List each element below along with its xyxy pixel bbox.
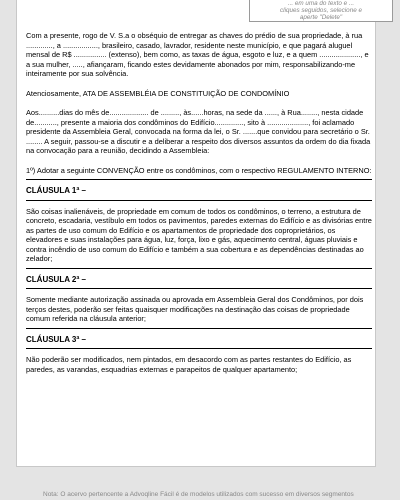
item-1: 1º) Adotar a seguinte CONVENÇÃO entre os condôminos, com o respectivo REGULAMENTO INTERNO: [26, 165, 372, 175]
document-body [26, 31, 372, 374]
divider [26, 348, 372, 349]
footer-note: Nota: O acervo pertencente a Advoqline Fácil é de modelos utilizados com sucesso em diversos segmentos [43, 491, 354, 498]
clause-1-text: São coisas inalienáveis, de propriedade em comum de todos os condôminos, o terreno, a estrutura de concreto, escadaria, vestíbulo em todos os pavimentos, paredes externas do Edifício e as divisórias entre as partes de uso comum do Edifício e os apartamentos de propriedade dos coproprietários, os elevadores e suas instalações para água, luz, força, lixo e gás, aquecimento central, águas pluviais e contra incêndio de uso comum do Edifício e também a sua cobertura e as dependências destinadas ao zelador; [26, 206, 372, 263]
divider [26, 288, 372, 289]
clause-1-title: CLÁUSULA 1ª – [26, 186, 87, 195]
closing-title: Atenciosamente, ATA DE ASSEMBLÉIA DE CONSTITUIÇÃO DE CONDOMÍNIO [26, 88, 290, 98]
minutes-paragraph: Aos..........dias do mês de................... de ........., às......horas, na sede da ......, à Rua........, nesta cidade de..........., presente a maioria dos condôminos do Edifício.............., sito à ...................., foi aclamado presidente da Assembleia Geral, convocada na forma da lei, o Sr. .......que convidou para secretário o Sr. ........ A seguir, passou-se a discutir e a deliberar a respeito dos diversos assuntos da ordem do dia fixada na convocação para a reunião, decidindo a Assembleia: [26, 108, 371, 155]
intro-paragraph: Com a presente, rogo de V. S.a o obséquio de entregar as chaves do prédio de sua propriedade, à rua ............., a ................., brasileiro, casado, lavrador, residente neste município, e que pagará aluguel mensal de R$ ................ (extenso), bem como, as taxas de água, esgoto e luz, e a quem ...................., e a sua mulher, ....., afiançaram, ficando estes devidamente abonados por mim, responsabilizando-me inteiramente por sua solvência. [26, 31, 369, 78]
divider [26, 268, 372, 269]
clause-3-title: CLÁUSULA 3ª – [26, 334, 87, 344]
top-note-line: cliques seguidos, selecione e [280, 7, 362, 14]
top-note-box [249, 0, 393, 22]
clause-2-text: Somente mediante autorização assinada ou aprovada em Assembleia Geral dos Condôminos, por dois terços destes, poderão ser feitas quaisquer modificações na destinação das coisas de propriedade comum referida na cláusula anterior; [26, 295, 364, 323]
clause-2-title: CLÁUSULA 2ª – [26, 274, 87, 284]
clause-3-text: Não poderão ser modificados, nem pintados, em desacordo com as partes restantes do Edifício, as paredes, as varandas, esquadrias externas e parapeitos de qualquer apartamento; [26, 355, 352, 374]
top-note-line: aperte "Delete" [299, 14, 343, 21]
divider [26, 200, 372, 201]
top-note-line: ... em uma do texto e ... [287, 0, 355, 7]
divider [26, 179, 372, 180]
divider [26, 328, 372, 329]
